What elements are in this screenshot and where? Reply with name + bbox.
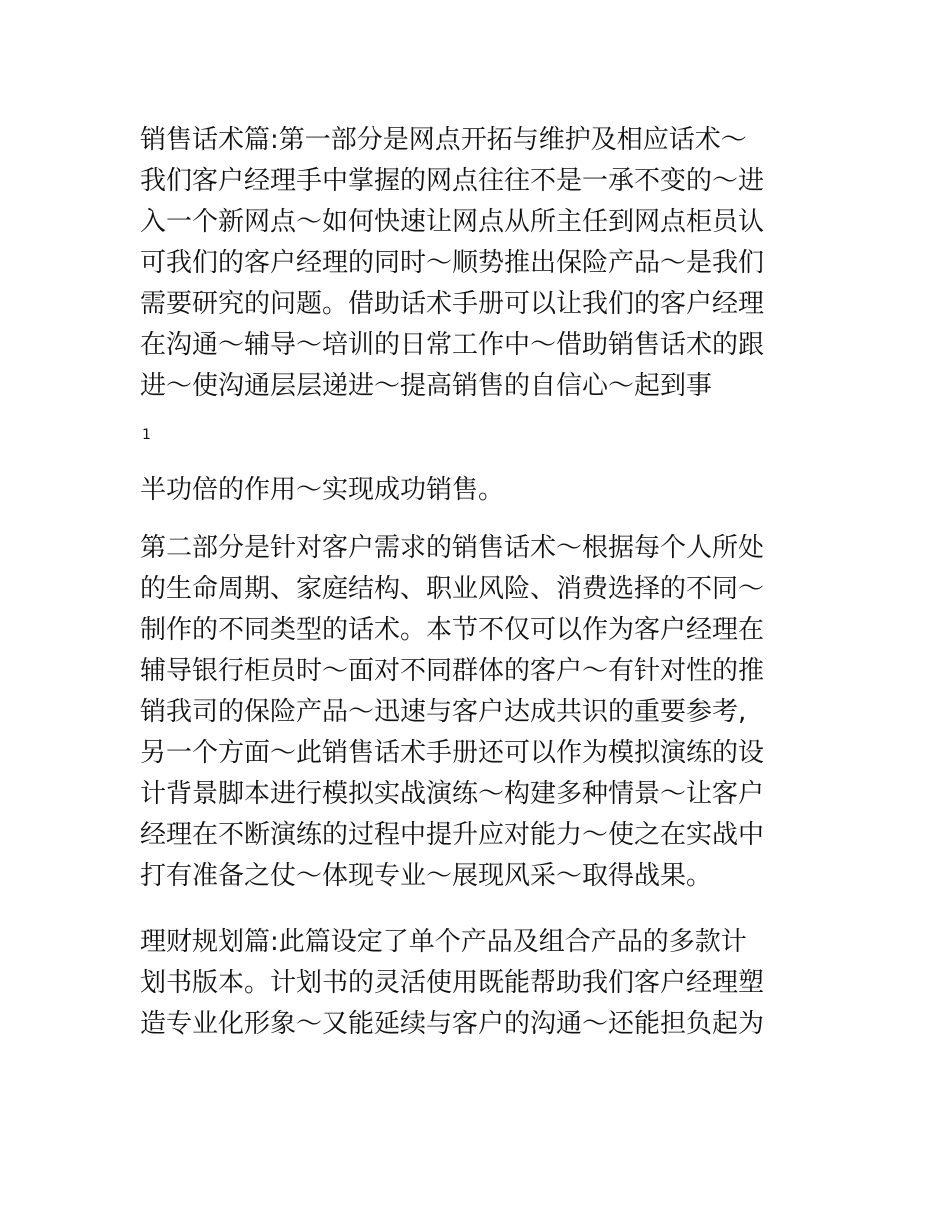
text-line: 半功倍的作用～实现成功销售。 [140, 475, 505, 505]
text-line: 理财规划篇:此篇设定了单个产品及组合产品的多款计 [140, 927, 747, 957]
paragraph-continuation [140, 470, 820, 511]
text-line: 的生命周期、家庭结构、职业风险、消费选择的不同～ [140, 574, 765, 604]
text-line: 造专业化形象～又能延续与客户的沟通～还能担负起为 [140, 1009, 765, 1039]
text-line: 辅导银行柜员时～面对不同群体的客户～有针对性的推 [140, 656, 765, 686]
text-line: 进～使沟通层层递进～提高销售的自信心～起到事 [140, 371, 713, 401]
text-line: 第二部分是针对客户需求的销售话术～根据每个人所处 [140, 533, 765, 563]
paragraph-financial-planning [140, 922, 820, 1045]
text-line: 计背景脚本进行模拟实战演练～构建多种情景～让客户 [140, 779, 765, 809]
paragraph-sales-scripts-part-two [140, 528, 820, 897]
paragraph-sales-scripts-part-one [140, 120, 820, 407]
text-line: 我们客户经理手中掌握的网点往往不是一承不变的～进 [140, 166, 765, 196]
text-line: 经理在不断演练的过程中提升应对能力～使之在实战中 [140, 820, 765, 850]
text-line: 可我们的客户经理的同时～顺势推出保险产品～是我们 [140, 248, 765, 278]
text-line: 划书版本。计划书的灵活使用既能帮助我们客户经理塑 [140, 968, 765, 998]
text-line: 销我司的保险产品～迅速与客户达成共识的重要参考, [140, 697, 747, 727]
text-line: 打有准备之仗～体现专业～展现风采～取得战果。 [140, 861, 713, 891]
text-line: 在沟通～辅导～培训的日常工作中～借助销售话术的跟 [140, 330, 765, 360]
text-line: 需要研究的问题。借助话术手册可以让我们的客户经理 [140, 289, 765, 319]
text-line: 销售话术篇:第一部分是网点开拓与维护及相应话术～ [140, 125, 747, 155]
page-number: 1 [142, 427, 151, 443]
text-line: 另一个方面～此销售话术手册还可以作为模拟演练的设 [140, 738, 765, 768]
text-line: 制作的不同类型的话术。本节不仅可以作为客户经理在 [140, 615, 765, 645]
text-line: 入一个新网点～如何快速让网点从所主任到网点柜员认 [140, 207, 765, 237]
